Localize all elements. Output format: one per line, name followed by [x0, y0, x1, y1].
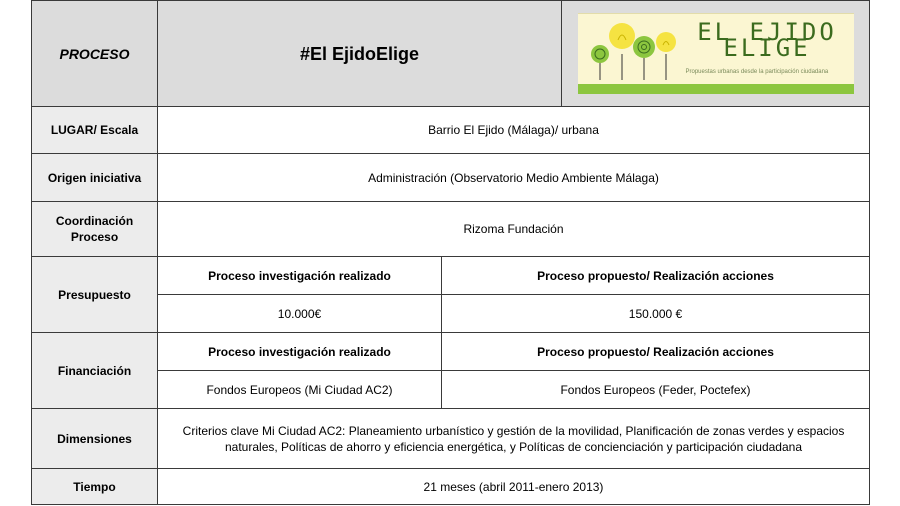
row-presupuesto-values [32, 295, 870, 333]
el-ejido-elige-logo [578, 13, 854, 94]
logo-green-strip [578, 84, 854, 94]
row-lugar [32, 107, 870, 154]
tiempo-label: Tiempo [32, 469, 158, 505]
row-financiacion-values [32, 371, 870, 409]
process-label: PROCESO [32, 1, 158, 107]
dimensiones-value: Criterios clave Mi Ciudad AC2: Planeamiento urbanístico y gestión de la movilidad, Planificación de zonas verdes y espacios naturales, Políticas de ahorro y eficiencia energética, y Políticas de concienciación y participación ciudadana [158, 409, 870, 469]
row-dimensiones [32, 409, 870, 469]
tiempo-value: 21 meses (abril 2011-enero 2013) [158, 469, 870, 505]
process-summary-table [31, 0, 870, 505]
coordinacion-label: Coordinación Proceso [32, 202, 158, 257]
origen-value: Administración (Observatorio Medio Ambiente Málaga) [158, 154, 870, 202]
presupuesto-col1-header: Proceso investigación realizado [158, 257, 442, 295]
coordinacion-value: Rizoma Fundación [158, 202, 870, 257]
lugar-value: Barrio El Ejido (Málaga)/ urbana [158, 107, 870, 154]
logo-tagline: Propuestas urbanas desde la participación ciudadana [685, 69, 829, 75]
presupuesto-col1-value: 10.000€ [158, 295, 442, 333]
financiacion-label: Financiación [32, 333, 158, 409]
row-coordinacion [32, 202, 870, 257]
presupuesto-label: Presupuesto [32, 257, 158, 333]
financiacion-col2-value: Fondos Europeos (Feder, Poctefex) [442, 371, 870, 409]
presupuesto-col2-value: 150.000 € [442, 295, 870, 333]
financiacion-col2-header: Proceso propuesto/ Realización acciones [442, 333, 870, 371]
logo-title: EL EJIDO ELIGE [697, 18, 837, 62]
presupuesto-col2-header: Proceso propuesto/ Realización acciones [442, 257, 870, 295]
financiacion-col1-value: Fondos Europeos (Mi Ciudad AC2) [158, 371, 442, 409]
row-financiacion-headers [32, 333, 870, 371]
row-tiempo [32, 469, 870, 505]
row-presupuesto-headers [32, 257, 870, 295]
financiacion-col1-header: Proceso investigación realizado [158, 333, 442, 371]
header-row [32, 1, 870, 107]
row-origen [32, 154, 870, 202]
logo-cell [562, 1, 870, 107]
lugar-label: LUGAR/ Escala [32, 107, 158, 154]
dimensiones-label: Dimensiones [32, 409, 158, 469]
origen-label: Origen iniciativa [32, 154, 158, 202]
process-name: #El EjidoElige [158, 1, 562, 107]
